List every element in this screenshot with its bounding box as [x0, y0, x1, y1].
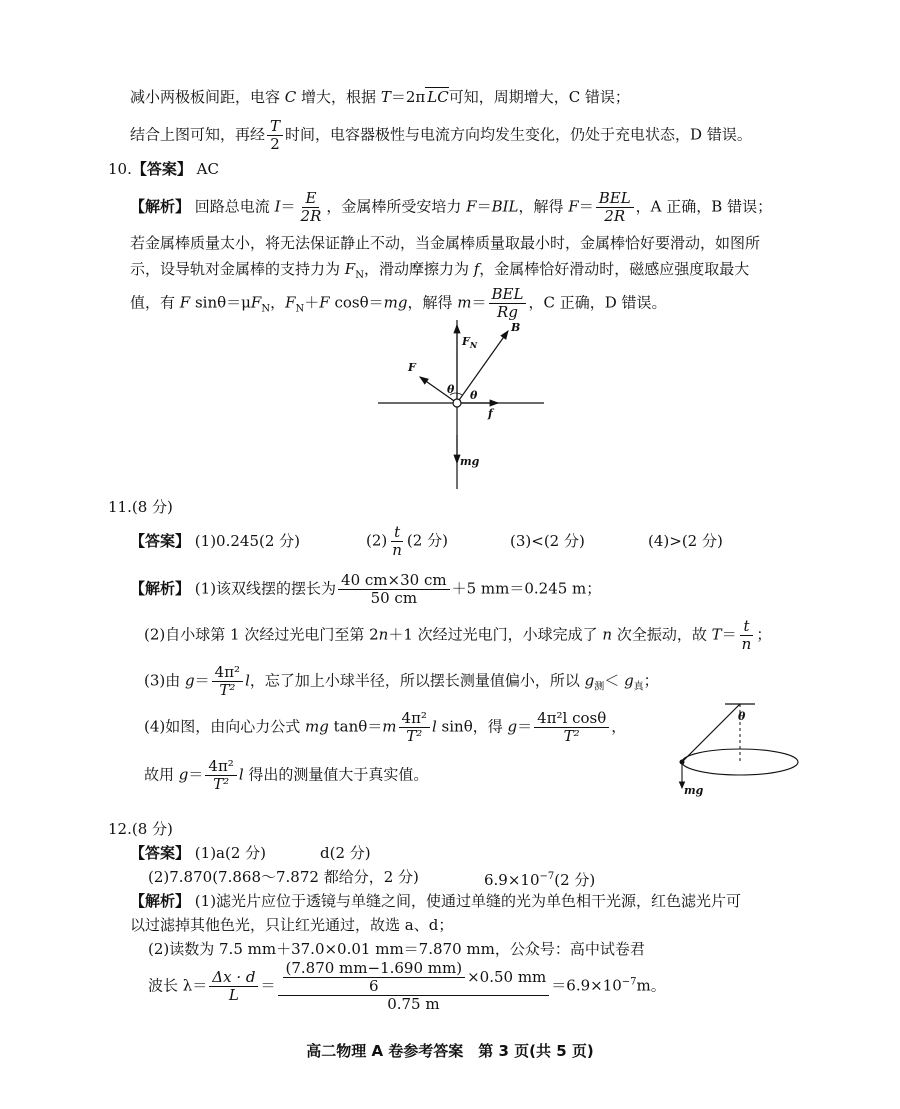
label-friction: f [488, 407, 493, 420]
denominator: 2R [300, 207, 322, 225]
text: ； [643, 671, 659, 690]
q10-analysis-l1 [130, 190, 772, 225]
q12-s3 [148, 960, 666, 1013]
text: 结合上图可知，再经 [130, 125, 266, 144]
text: (4)如图，由向心力公式 [144, 717, 306, 736]
text: 回路总电流 [194, 197, 275, 216]
numerator: Δx · d [209, 969, 258, 987]
var: l [431, 717, 437, 736]
text: (1)滤光片应位于透镜与单缝之间，使通过单缝的光为单色相干光源，红色滤光片可 [194, 892, 742, 910]
answer-tag: 【答案】 [130, 844, 191, 862]
text: ×0.50 mm [467, 968, 547, 986]
q11-answer-4: (4)>(2 分) [648, 532, 723, 550]
answer-tag: 【答案】 [131, 160, 192, 178]
var: F [344, 260, 356, 278]
var: g [185, 671, 195, 690]
text: (1)该双线摆的摆长为 [194, 579, 337, 598]
q11-s5 [144, 758, 428, 793]
numerator: 40 cm×30 cm [338, 572, 450, 590]
denominator: 6 [369, 977, 379, 995]
label-fn: $F_N$ [462, 335, 478, 350]
var: n [378, 625, 389, 644]
denominator: T² [563, 727, 580, 745]
var: m [382, 717, 397, 736]
q12-answer-1b: d(2 分) [320, 844, 371, 862]
analysis-tag: 【解析】 [130, 579, 191, 598]
label-theta: θ [738, 710, 746, 723]
var: F [466, 197, 477, 216]
text: ，A 正确，B 错误； [635, 197, 773, 216]
numerator: 4π²l cosθ [534, 710, 609, 728]
q10-analysis-l2: 若金属棒质量太小，将无法保证静止不动，当金属棒质量取最小时，金属棒恰好要滑动，如图所 [130, 234, 761, 252]
label-mg: mg [684, 784, 704, 797]
numerator: E [302, 190, 319, 208]
subscript: N [295, 303, 305, 315]
subscript: 测 [594, 681, 605, 693]
numerator: t [740, 618, 752, 636]
numerator: BEL [596, 190, 634, 208]
exponent: −7 [621, 976, 637, 988]
q11-answer-2 [366, 524, 448, 559]
var: g [178, 765, 189, 784]
answer-tag: 【答案】 [130, 532, 191, 550]
answer-1: (1)a(2 分) [194, 844, 267, 862]
force-diagram [370, 315, 550, 495]
text: 减小两极板间距，电容 [130, 88, 285, 106]
q9-line-2 [130, 118, 752, 153]
label-b: B [511, 321, 521, 334]
text: ＝ [578, 197, 594, 216]
text: cosθ＝ [329, 293, 384, 312]
fraction [534, 710, 609, 745]
fraction [267, 118, 283, 153]
numerator: 4π² [399, 710, 430, 728]
text: ＝ [260, 976, 276, 995]
text: 故用 [144, 765, 179, 784]
text: ＋ [304, 293, 320, 312]
text: ＋1 次经过光电门，小球完成了 [388, 625, 603, 644]
numerator: t [391, 524, 403, 542]
text: 增大，根据 [296, 88, 381, 106]
q11-answers [130, 530, 300, 552]
text: ＝6.9×10 [551, 976, 622, 995]
text: ，金属棒所受安培力 [326, 197, 467, 216]
question-number: 10. [108, 160, 132, 178]
text: sinθ，得 [436, 717, 508, 736]
denominator: L [228, 986, 239, 1004]
fraction [399, 710, 430, 745]
text: ，C 正确，D 错误。 [528, 293, 667, 312]
denominator: n [392, 541, 402, 559]
exponent: −7 [539, 871, 555, 882]
q12-head: 12.(8 分) [108, 820, 173, 838]
q11-s1 [130, 572, 601, 607]
text: 6.9×10 [484, 871, 540, 889]
answer-value: AC [196, 160, 219, 178]
denominator: 50 cm [370, 589, 418, 607]
text: ＝ [476, 197, 492, 216]
text: ＋5 mm＝0.245 m； [451, 579, 602, 598]
text: ，忘了加上小球半径，所以摆长测量值偏小，所以 [249, 671, 585, 690]
text: ， [611, 717, 627, 736]
var: BIL [491, 197, 519, 216]
text: sinθ＝μ [190, 293, 251, 312]
var: F [568, 197, 579, 216]
text: (3)由 [144, 671, 186, 690]
numerator: BEL [489, 286, 527, 304]
q11-answer-3: (3)<(2 分) [510, 532, 585, 550]
fraction [212, 664, 243, 699]
big-numerator [278, 960, 550, 996]
numerator: 4π² [205, 758, 236, 776]
fraction [298, 190, 325, 225]
var: F [285, 293, 296, 312]
text: ； [756, 625, 772, 644]
text: ＝ [188, 765, 204, 784]
big-fraction [278, 960, 550, 1013]
denominator: n [741, 635, 752, 653]
text: 示，设导轨对金属棒的支持力为 [130, 260, 345, 278]
var-c: C [284, 88, 297, 106]
text: 时间，电容器极性与电流方向均发生变化，仍处于充电状态，D 错误。 [285, 125, 752, 144]
label-theta-2: θ [470, 389, 478, 402]
text: (2 分) [554, 871, 596, 889]
denominator: T² [219, 681, 236, 699]
inner-fraction [283, 960, 466, 995]
big-denominator: 0.75 m [387, 995, 440, 1013]
text: m。 [636, 976, 666, 995]
subscript: 真 [633, 681, 644, 693]
q10-answer-line [108, 158, 219, 180]
string [682, 704, 740, 762]
q11-s2 [144, 618, 771, 653]
text: ，金属棒恰好滑动时，磁感应强度取最大 [479, 260, 750, 278]
text: 波长 λ＝ [148, 976, 208, 995]
fraction [596, 190, 634, 225]
denominator: 2R [604, 207, 626, 225]
q10-analysis-l3 [130, 258, 749, 287]
var: l [238, 765, 244, 784]
denominator: T² [213, 775, 230, 793]
label-mg: mg [460, 455, 480, 468]
q11-s4 [144, 710, 626, 745]
numerator: (7.870 mm−1.690 mm) [283, 960, 466, 978]
q11-head: 11.(8 分) [108, 498, 173, 516]
text: ，解得 [407, 293, 458, 312]
var: mg [383, 293, 408, 312]
text: (2) [366, 531, 388, 550]
page-footer: 高二物理 A 卷参考答案 第 3 页(共 5 页) [306, 1042, 594, 1060]
text: (2 分) [406, 531, 448, 550]
numerator: 4π² [212, 664, 243, 682]
denominator: 2 [270, 135, 280, 153]
analysis-tag: 【解析】 [130, 892, 191, 910]
text: 可知，周期增大，C 错误； [448, 88, 630, 106]
q12-s2: (2)读数为 7.5 mm＋37.0×0.01 mm＝7.870 mm，公众号：高中试卷君 [148, 940, 645, 958]
var: n [602, 625, 613, 644]
var: T [711, 625, 722, 644]
q12-answers-2: (2)7.870(7.868～7.872 都给分，2 分) [148, 868, 419, 886]
var: m [457, 293, 472, 312]
var: g [507, 717, 518, 736]
var: g [584, 671, 595, 690]
text: 值，有 [130, 293, 180, 312]
conical-pendulum-diagram [670, 698, 800, 798]
text: ＝ [721, 625, 737, 644]
text: ＝2π [390, 88, 426, 106]
text: ＜ [604, 671, 625, 690]
var: mg [305, 717, 329, 736]
label-theta-1: θ [447, 383, 455, 396]
var: g [624, 671, 634, 690]
text: ＝ [194, 671, 210, 690]
sqrt-lc: LC [427, 88, 449, 106]
q11-s3 [144, 664, 659, 699]
var: F [179, 293, 191, 312]
text: ，滑动摩擦力为 [363, 260, 474, 278]
text: ， [270, 293, 286, 312]
subscript: N [355, 270, 364, 281]
var: f [473, 260, 480, 278]
q12-s1b: 以过滤掉其他色光，只让红光通过，故选 a、d； [130, 916, 454, 934]
text: ，解得 [518, 197, 569, 216]
text: ＝ [471, 293, 487, 312]
fraction [338, 572, 450, 607]
var: F [319, 293, 330, 312]
answer-1: (1)0.245(2 分) [194, 532, 301, 550]
denominator: T² [406, 727, 423, 745]
q12-s1a [130, 890, 741, 912]
text: tanθ＝ [328, 717, 383, 736]
subscript: N [261, 303, 271, 315]
var-t: T [380, 88, 391, 106]
fraction [205, 758, 236, 793]
fraction [389, 524, 405, 559]
denominator: Rg [497, 303, 518, 321]
var: I [274, 197, 281, 216]
text: ＝ [280, 197, 296, 216]
text: (2)自小球第 1 次经过光电门至第 2 [144, 625, 379, 644]
var: F [250, 293, 262, 312]
rod-cross-section [453, 399, 461, 407]
fraction [209, 969, 258, 1004]
q12-answer-2b [484, 866, 595, 891]
q9-line-1 [130, 86, 630, 108]
text: 次全振动，故 [612, 625, 712, 644]
text: ＝ [517, 717, 533, 736]
numerator: T [267, 118, 283, 136]
q12-answers-1 [130, 842, 266, 864]
analysis-tag: 【解析】 [130, 197, 191, 216]
label-f-force: F [408, 361, 416, 374]
fraction [739, 618, 755, 653]
var: l [245, 671, 250, 690]
text: 得出的测量值大于真实值。 [243, 765, 429, 784]
